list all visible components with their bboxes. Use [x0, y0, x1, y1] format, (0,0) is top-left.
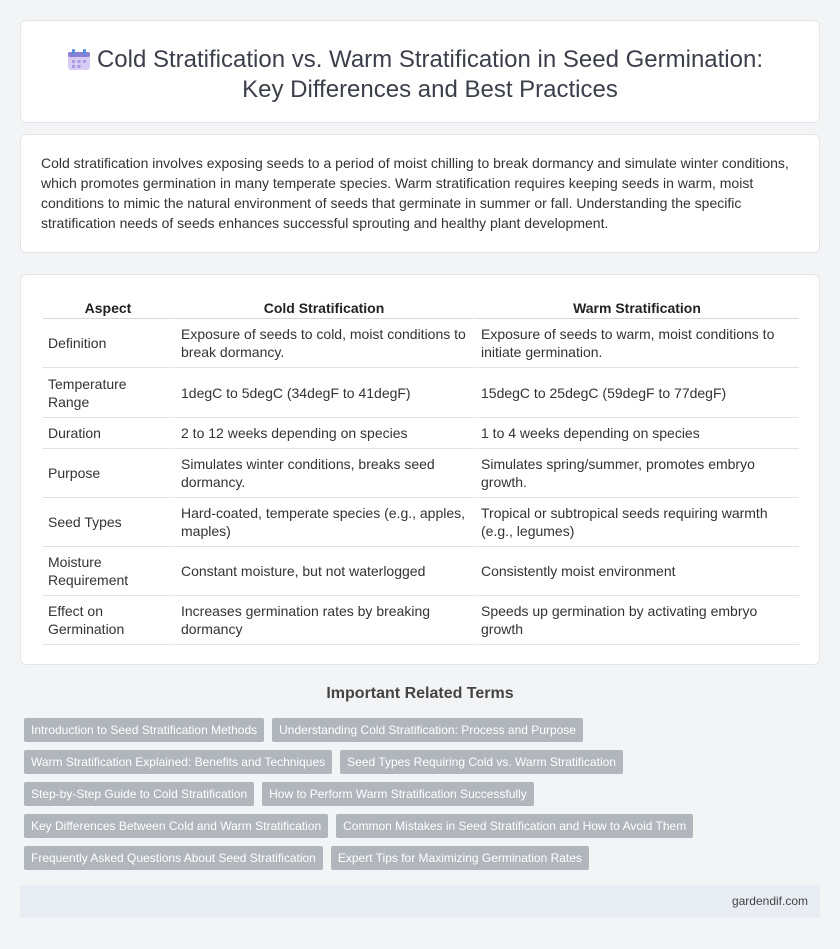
related-term-tag[interactable]: How to Perform Warm Stratification Successfully — [262, 782, 534, 806]
cell-warm: Tropical or subtropical seeds requiring warmth (e.g., legumes) — [473, 498, 799, 547]
related-terms-list — [24, 718, 724, 878]
cell-warm: Speeds up germination by activating embryo growth — [473, 596, 799, 645]
table-header-row — [43, 295, 799, 319]
related-term-tag[interactable]: Frequently Asked Questions About Seed Stratification — [24, 846, 323, 870]
cell-warm: Exposure of seeds to warm, moist conditions to initiate germination. — [473, 319, 799, 368]
footer — [20, 885, 820, 918]
table-row — [43, 596, 799, 645]
table-row — [43, 319, 799, 368]
cell-cold: 1degC to 5degC (34degF to 41degF) — [173, 368, 473, 418]
table-row — [43, 547, 799, 596]
cell-cold: Increases germination rates by breaking dormancy — [173, 596, 473, 645]
header-cold: Cold Stratification — [173, 295, 473, 319]
cell-warm: 15degC to 25degC (59degF to 77degF) — [473, 368, 799, 418]
header-aspect: Aspect — [43, 295, 173, 319]
cell-cold: Hard-coated, temperate species (e.g., apples, maples) — [173, 498, 473, 547]
cell-aspect: Effect on Germination — [43, 596, 173, 645]
header-warm: Warm Stratification — [473, 295, 799, 319]
table-row — [43, 368, 799, 418]
related-term-tag[interactable]: Seed Types Requiring Cold vs. Warm Stratification — [340, 750, 623, 774]
related-term-tag[interactable]: Warm Stratification Explained: Benefits and Techniques — [24, 750, 332, 774]
cell-aspect: Purpose — [43, 449, 173, 498]
related-term-tag[interactable]: Introduction to Seed Stratification Methods — [24, 718, 264, 742]
related-term-tag[interactable]: Key Differences Between Cold and Warm Stratification — [24, 814, 328, 838]
related-term-tag[interactable]: Expert Tips for Maximizing Germination Rates — [331, 846, 589, 870]
site-name[interactable]: gardendif.com — [731, 894, 808, 908]
cell-warm: Simulates spring/summer, promotes embryo growth. — [473, 449, 799, 498]
comparison-card — [20, 274, 820, 665]
intro-paragraph: Cold stratification involves exposing seeds to a period of moist chilling to break dormancy and simulate winter conditions, which promotes germination in many temperate species. Warm stratification requires keeping seeds in warm, moist conditions to mimic the natural environment of seeds that germinate in summer or fall. Understanding the specific stratification needs of seeds enhances successful sprouting and healthy plant development. — [41, 155, 789, 231]
cell-warm: 1 to 4 weeks depending on species — [473, 418, 799, 449]
cell-cold: Constant moisture, but not waterlogged — [173, 547, 473, 596]
cell-cold: 2 to 12 weeks depending on species — [173, 418, 473, 449]
cell-aspect: Seed Types — [43, 498, 173, 547]
related-term-tag[interactable]: Understanding Cold Stratification: Process and Purpose — [272, 718, 583, 742]
table-row — [43, 449, 799, 498]
intro-card — [20, 134, 820, 253]
cell-cold: Exposure of seeds to cold, moist conditions to break dormancy. — [173, 319, 473, 368]
related-term-tag[interactable]: Step-by-Step Guide to Cold Stratification — [24, 782, 254, 806]
cell-aspect: Duration — [43, 418, 173, 449]
header-card — [20, 20, 820, 123]
cell-warm: Consistently moist environment — [473, 547, 799, 596]
comparison-table — [43, 295, 799, 645]
table-row — [43, 498, 799, 547]
cell-cold: Simulates winter conditions, breaks seed dormancy. — [173, 449, 473, 498]
cell-aspect: Definition — [43, 319, 173, 368]
related-terms-heading: Important Related Terms — [326, 685, 514, 702]
table-row — [43, 418, 799, 449]
related-term-tag[interactable]: Common Mistakes in Seed Stratification and How to Avoid Them — [336, 814, 693, 838]
page-title: Cold Stratification vs. Warm Stratification in Seed Germination: Key Differences and Best Practices — [96, 46, 764, 103]
cell-aspect: Temperature Range — [43, 368, 173, 418]
cell-aspect: Moisture Requirement — [43, 547, 173, 596]
